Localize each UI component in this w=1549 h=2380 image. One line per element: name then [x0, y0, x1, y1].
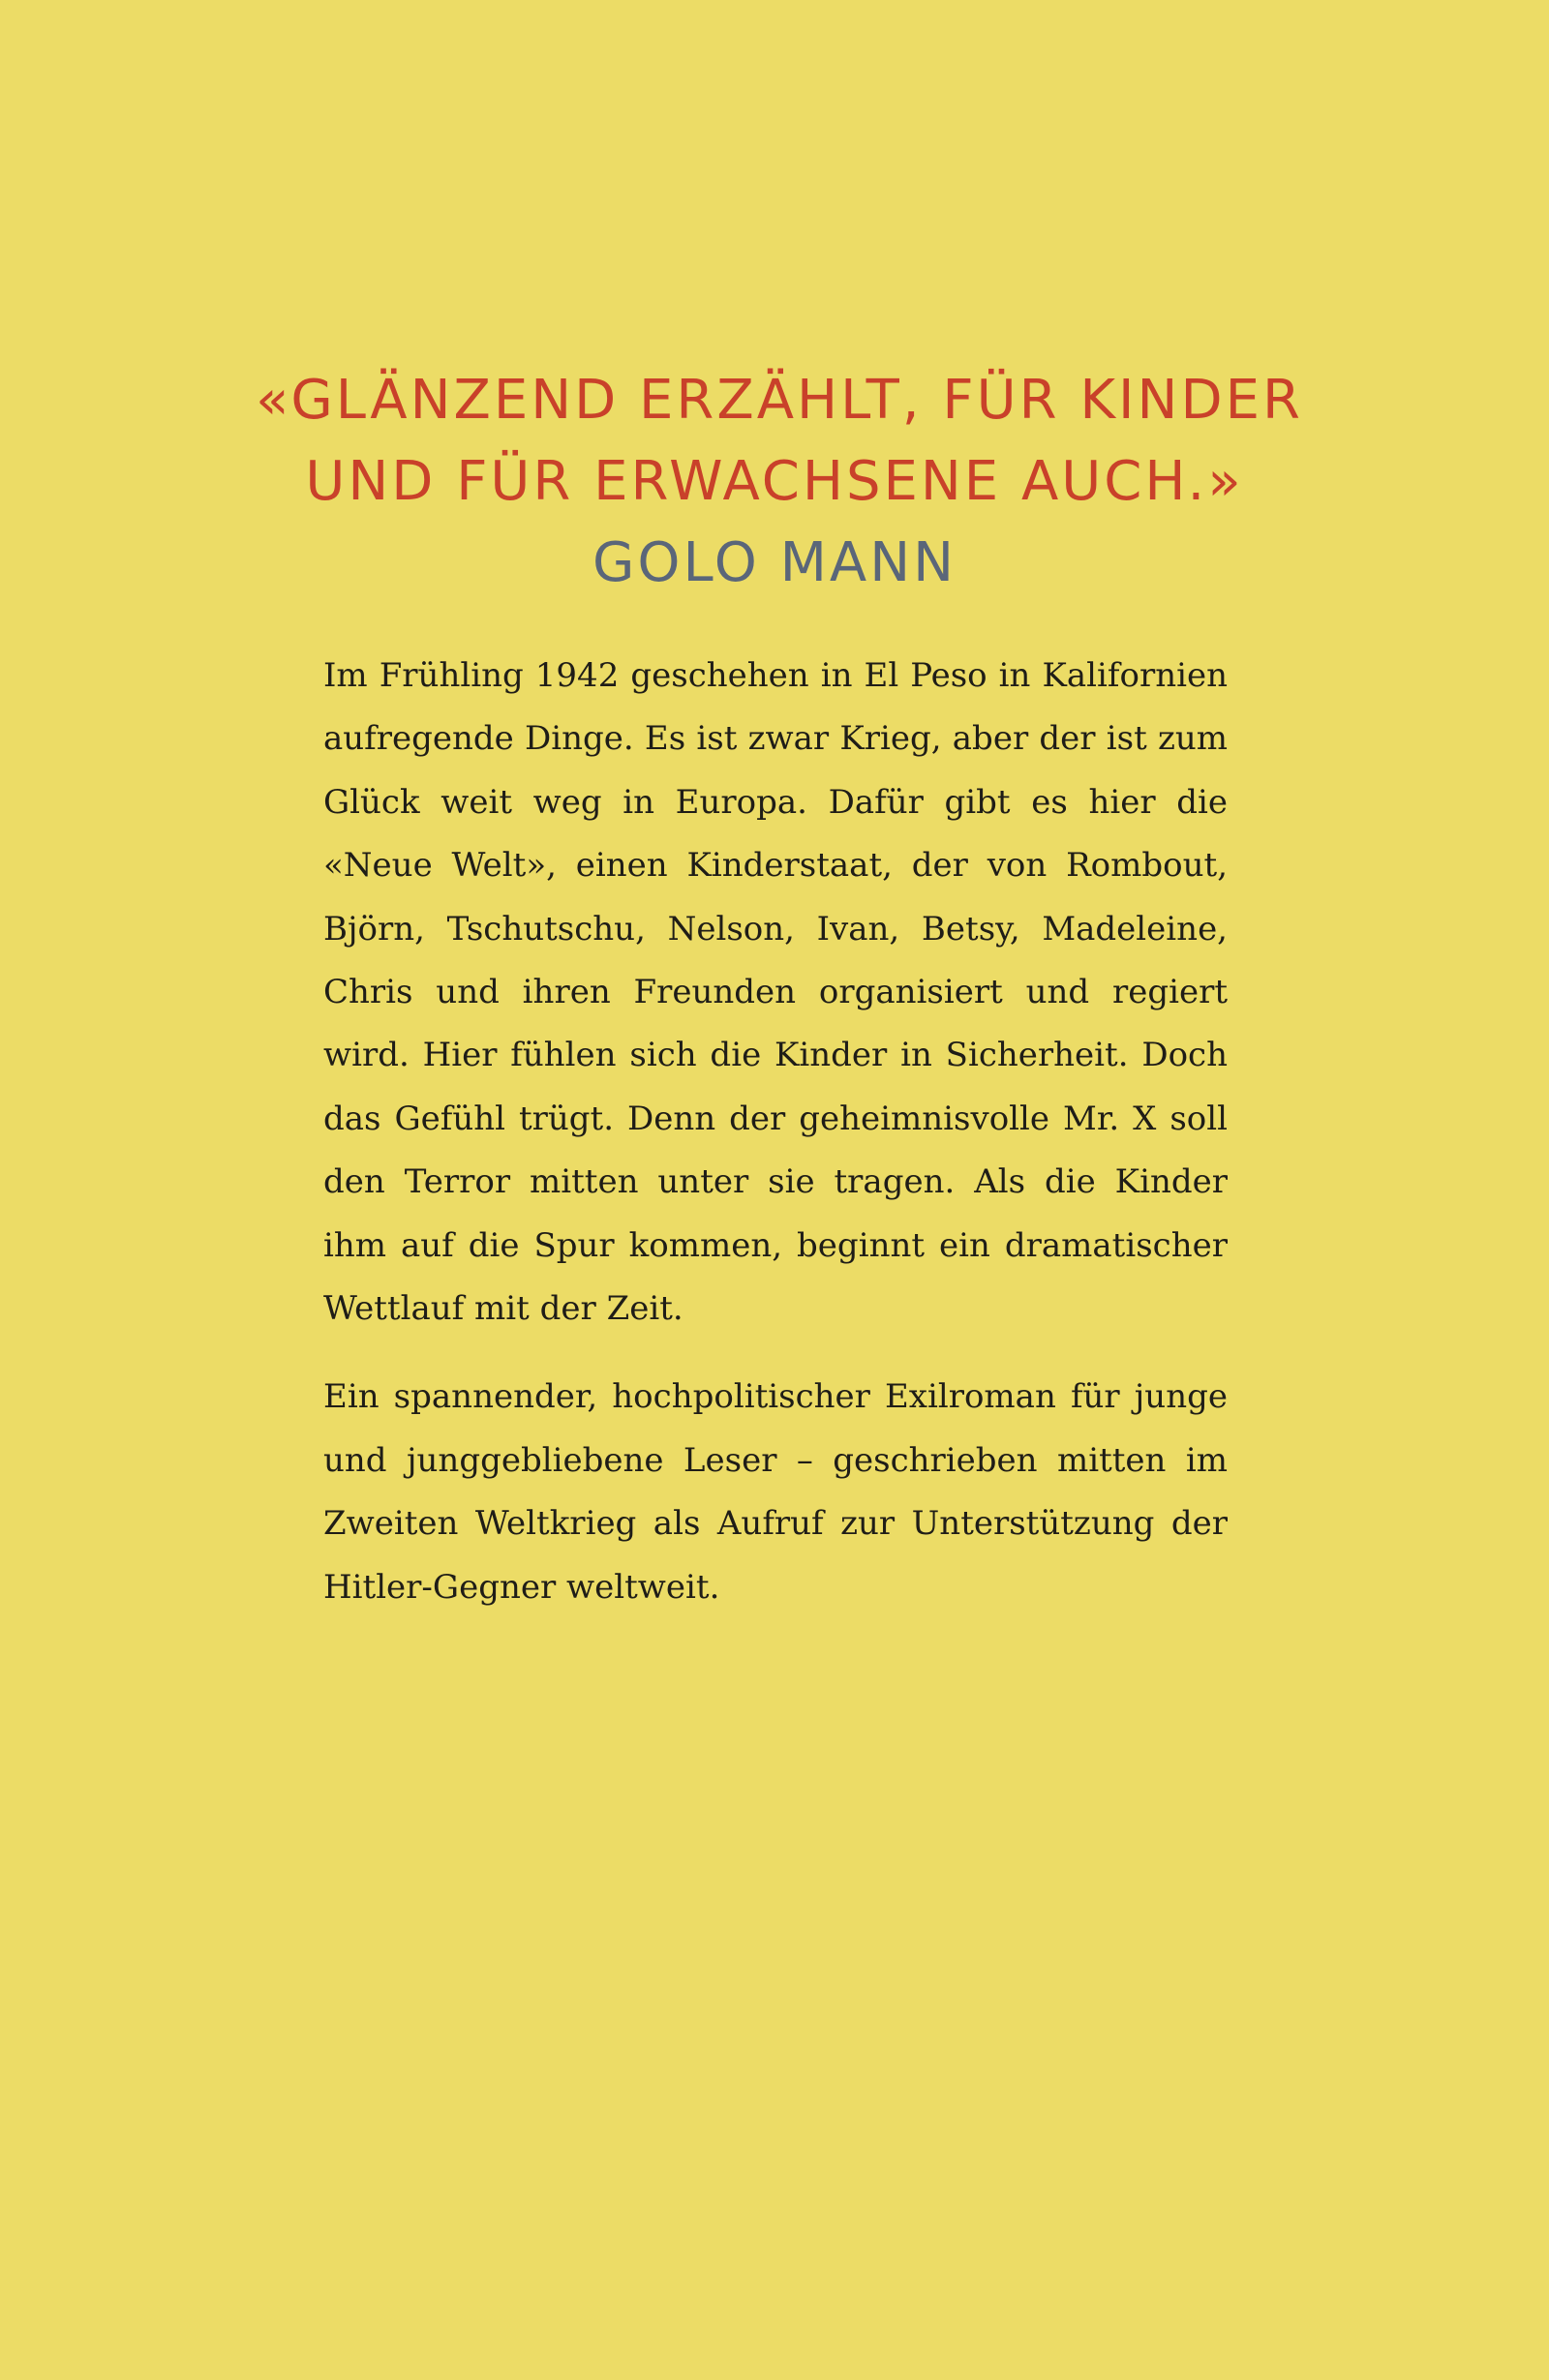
quote-line-2: UND FÜR ERWACHSENE AUCH.» [305, 450, 1244, 513]
blurb-text [323, 645, 1228, 1619]
quote-author: GOLO MANN [592, 531, 957, 594]
quote-line-1: «GLÄNZEND ERZÄHLT, FÜR KINDER [256, 369, 1303, 432]
blurb-paragraph-2: Ein spannender, hochpolitischer Exilroman für junge und junggebliebene Leser – geschrieben mitten im Zweiten Weltkrieg als Aufruf zur Unterstützung der Hitler-Gegner weltweit. [323, 1377, 1228, 1607]
review-quote [0, 360, 1549, 604]
blurb-paragraph-1: Im Frühling 1942 geschehen in El Peso in Kalifornien aufregende Dinge. Es ist zwar Krieg, aber der ist zum Glück weit weg in Europa. Dafür gibt es hier die «Neue Welt», einen Kinderstaat, der von Rombout, Björn, Tschutschu, Nelson, Ivan, Betsy, Madeleine, Chris und ihren Freunden organisiert und regiert wird. Hier fühlen sich die Kinder in Sicherheit. Doch das Gefühl trügt. Denn der geheimnisvolle Mr. X soll den Terror mitten unter sie tragen. Als die Kinder ihm auf die Spur kommen, beginnt ein dramatischer Wettlauf mit der Zeit. [323, 656, 1228, 1329]
